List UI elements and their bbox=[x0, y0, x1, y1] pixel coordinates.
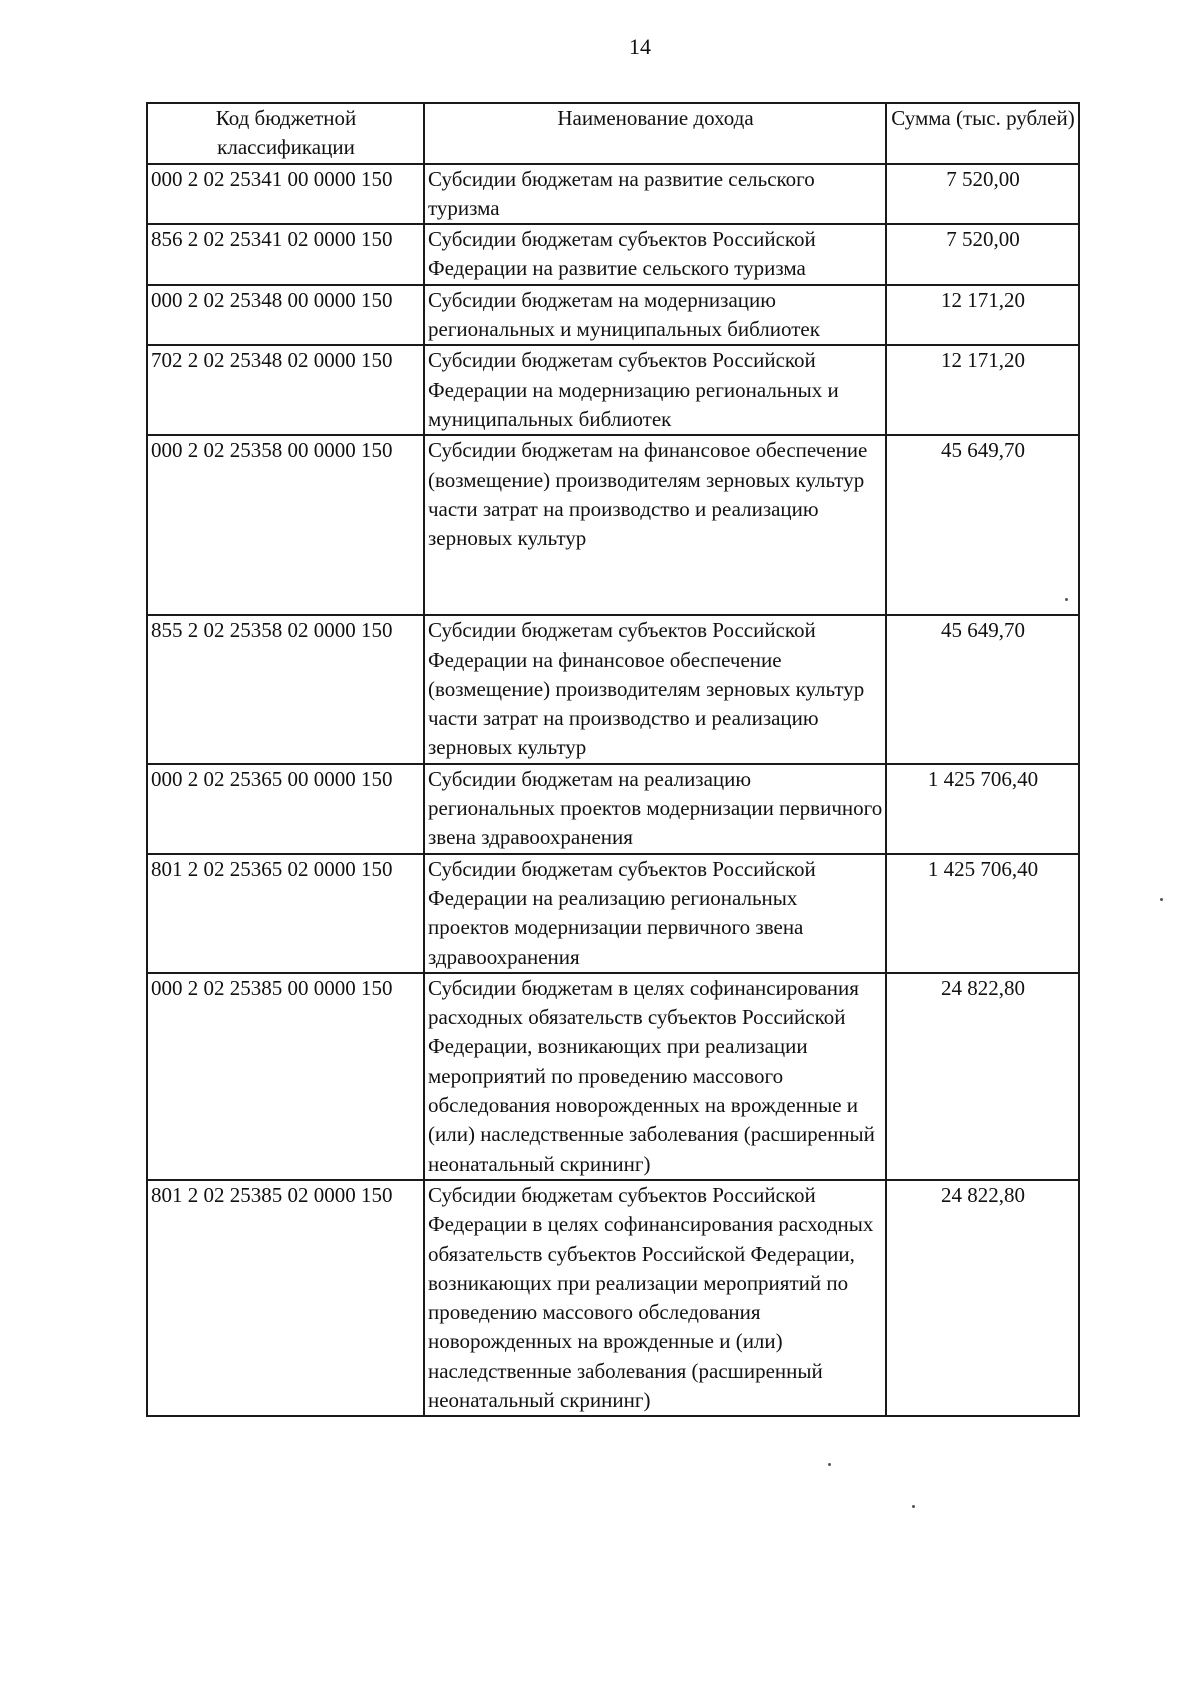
row-code: 702 2 02 25348 02 0000 150 bbox=[147, 345, 424, 435]
scan-speck bbox=[912, 1505, 915, 1508]
row-name: Субсидии бюджетам на реализацию региональных проектов модернизации первичного звена здравоохранения bbox=[424, 764, 886, 854]
row-name: Субсидии бюджетам в целях софинансирования расходных обязательств субъектов Российской Федерации, возникающих при реализации мероприятий по проведению массового обследования новорожденных на врожденные и (или) наследственные заболевания (расширенный неонатальный скрининг) bbox=[424, 973, 886, 1180]
header-name: Наименование дохода bbox=[424, 103, 886, 164]
page-number: 14 bbox=[629, 34, 651, 59]
table-row bbox=[147, 1180, 1079, 1416]
table-row bbox=[147, 854, 1079, 973]
header-code: Код бюджетной классификации bbox=[147, 103, 424, 164]
table-row bbox=[147, 224, 1079, 285]
revenue-table bbox=[146, 102, 1080, 1417]
row-amount: 45 649,70 bbox=[886, 435, 1079, 615]
row-code: 000 2 02 25341 00 0000 150 bbox=[147, 164, 424, 225]
scan-speck bbox=[1065, 598, 1068, 601]
scan-speck bbox=[828, 1463, 831, 1466]
table-row bbox=[147, 973, 1079, 1180]
row-code: 856 2 02 25341 02 0000 150 bbox=[147, 224, 424, 285]
row-name: Субсидии бюджетам на финансовое обеспечение (возмещение) производителям зерновых культур части затрат на производство и реализацию зерновых культур bbox=[424, 435, 886, 615]
row-amount: 1 425 706,40 bbox=[886, 854, 1079, 973]
table-row bbox=[147, 615, 1079, 763]
row-amount: 7 520,00 bbox=[886, 164, 1079, 225]
row-amount: 24 822,80 bbox=[886, 973, 1079, 1180]
row-amount: 45 649,70 bbox=[886, 615, 1079, 763]
row-name: Субсидии бюджетам субъектов Российской Федерации на модернизацию региональных и муниципальных библиотек bbox=[424, 345, 886, 435]
row-name: Субсидии бюджетам субъектов Российской Федерации на финансовое обеспечение (возмещение) производителям зерновых культур части затрат на производство и реализацию зерновых культур bbox=[424, 615, 886, 763]
row-name: Субсидии бюджетам на развитие сельского туризма bbox=[424, 164, 886, 225]
row-name: Субсидии бюджетам субъектов Российской Федерации в целях софинансирования расходных обязательств субъектов Российской Федерации, возникающих при реализации мероприятий по проведению массового обследования новорожденных на врожденные и (или) наследственные заболевания (расширенный неонатальный скрининг) bbox=[424, 1180, 886, 1416]
row-code: 000 2 02 25358 00 0000 150 bbox=[147, 435, 424, 615]
table-row bbox=[147, 285, 1079, 346]
row-code: 000 2 02 25385 00 0000 150 bbox=[147, 973, 424, 1180]
row-code: 000 2 02 25365 00 0000 150 bbox=[147, 764, 424, 854]
header-amount: Сумма (тыс. рублей) bbox=[886, 103, 1079, 164]
row-code: 801 2 02 25365 02 0000 150 bbox=[147, 854, 424, 973]
row-code: 855 2 02 25358 02 0000 150 bbox=[147, 615, 424, 763]
row-code: 000 2 02 25348 00 0000 150 bbox=[147, 285, 424, 346]
table-header-row bbox=[147, 103, 1079, 164]
scan-speck bbox=[1160, 898, 1163, 901]
row-amount: 12 171,20 bbox=[886, 345, 1079, 435]
row-name: Субсидии бюджетам на модернизацию региональных и муниципальных библиотек bbox=[424, 285, 886, 346]
row-code: 801 2 02 25385 02 0000 150 bbox=[147, 1180, 424, 1416]
row-amount: 24 822,80 bbox=[886, 1180, 1079, 1416]
table-row bbox=[147, 764, 1079, 854]
row-amount: 1 425 706,40 bbox=[886, 764, 1079, 854]
row-name: Субсидии бюджетам субъектов Российской Федерации на реализацию региональных проектов модернизации первичного звена здравоохранения bbox=[424, 854, 886, 973]
table-row bbox=[147, 164, 1079, 225]
row-name: Субсидии бюджетам субъектов Российской Федерации на развитие сельского туризма bbox=[424, 224, 886, 285]
table-row bbox=[147, 435, 1079, 615]
row-amount: 12 171,20 bbox=[886, 285, 1079, 346]
row-amount: 7 520,00 bbox=[886, 224, 1079, 285]
table-row bbox=[147, 345, 1079, 435]
